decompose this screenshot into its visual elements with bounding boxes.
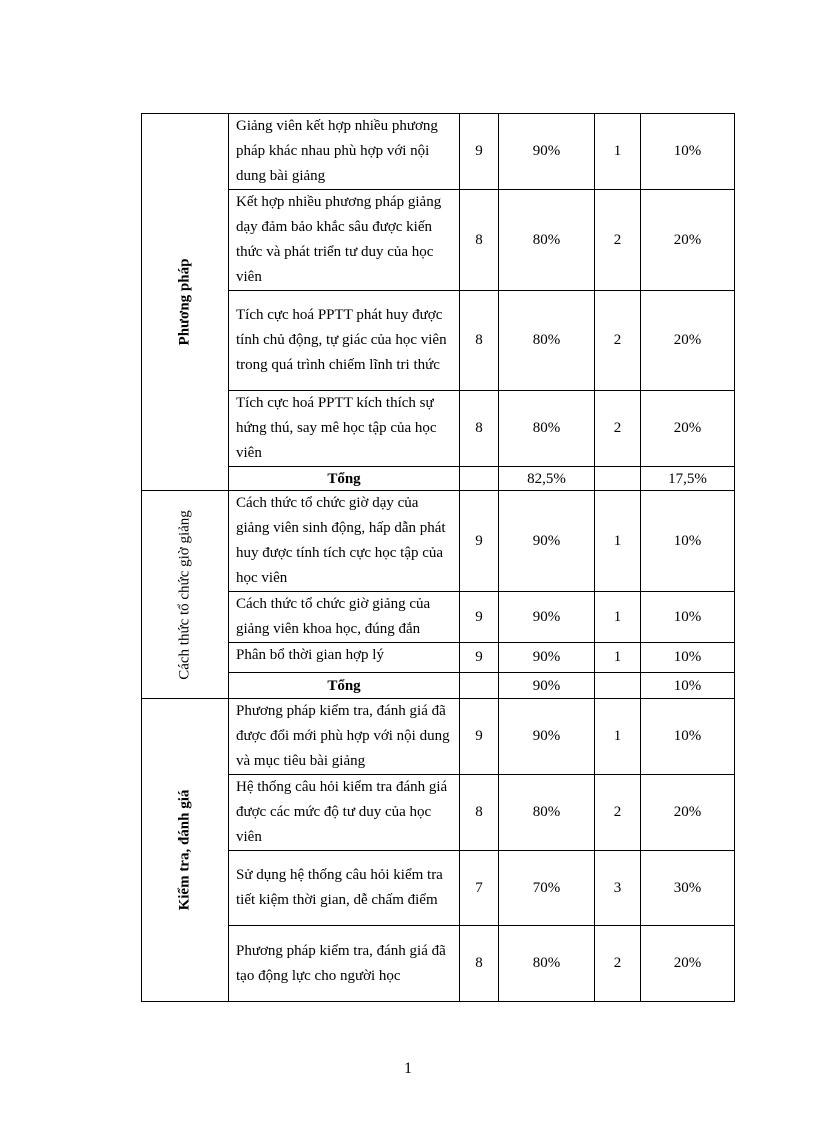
- count-disagree: 2: [595, 291, 641, 391]
- total-row: [142, 467, 735, 491]
- count-agree: 7: [460, 851, 499, 926]
- count-disagree: 1: [595, 643, 641, 673]
- table-row: [142, 391, 735, 467]
- count-agree: 9: [460, 491, 499, 592]
- page-number: 1: [404, 1060, 412, 1077]
- total-percent-agree: 82,5%: [499, 467, 595, 491]
- criterion-text: Phân bổ thời gian hợp lý: [229, 643, 460, 673]
- table-row: [142, 851, 735, 926]
- table-row: [142, 926, 735, 1002]
- percent-agree: 80%: [499, 775, 595, 851]
- percent-agree: 90%: [499, 114, 595, 190]
- count-agree: 8: [460, 190, 499, 291]
- table-row: [142, 699, 735, 775]
- table-row: [142, 775, 735, 851]
- total-count-empty: [460, 467, 499, 491]
- count-disagree: 2: [595, 391, 641, 467]
- percent-disagree: 20%: [641, 926, 735, 1002]
- percent-disagree: 10%: [641, 592, 735, 643]
- count-disagree: 1: [595, 491, 641, 592]
- percent-agree: 80%: [499, 926, 595, 1002]
- criterion-text: Sử dụng hệ thống câu hỏi kiểm tra tiết kiệm thời gian, dễ chấm điểm: [229, 851, 460, 926]
- criterion-text: Tích cực hoá PPTT kích thích sự hứng thú, say mê học tập của học viên: [229, 391, 460, 467]
- group-cell-assessment: [142, 699, 229, 1002]
- count-agree: 8: [460, 391, 499, 467]
- table-row: [142, 114, 735, 190]
- criterion-text: Tích cực hoá PPTT phát huy được tính chủ động, tự giác của học viên trong quá trình chiếm lĩnh tri thức: [229, 291, 460, 391]
- percent-agree: 90%: [499, 491, 595, 592]
- criterion-text: Cách thức tổ chức giờ giảng của giảng viên khoa học, đúng đắn: [229, 592, 460, 643]
- table-row: [142, 291, 735, 391]
- count-agree: 9: [460, 699, 499, 775]
- total-label: Tổng: [229, 467, 460, 491]
- percent-agree: 90%: [499, 699, 595, 775]
- percent-disagree: 10%: [641, 699, 735, 775]
- percent-disagree: 10%: [641, 491, 735, 592]
- percent-disagree: 30%: [641, 851, 735, 926]
- criterion-text: Giảng viên kết hợp nhiều phương pháp khác nhau phù hợp với nội dung bài giảng: [229, 114, 460, 190]
- percent-agree: 80%: [499, 391, 595, 467]
- total-count-empty: [595, 467, 641, 491]
- total-count-empty: [460, 673, 499, 699]
- percent-disagree: 20%: [641, 775, 735, 851]
- group-cell-method: [142, 114, 229, 491]
- count-agree: 9: [460, 114, 499, 190]
- count-agree: 8: [460, 775, 499, 851]
- total-row: [142, 673, 735, 699]
- percent-agree: 70%: [499, 851, 595, 926]
- total-percent-agree: 90%: [499, 673, 595, 699]
- criterion-text: Cách thức tổ chức giờ dạy của giảng viên sinh động, hấp dẫn phát huy được tính tích cực học tập của học viên: [229, 491, 460, 592]
- percent-disagree: 20%: [641, 391, 735, 467]
- evaluation-table: [141, 113, 735, 1002]
- total-label: Tổng: [229, 673, 460, 699]
- count-agree: 9: [460, 592, 499, 643]
- percent-disagree: 10%: [641, 114, 735, 190]
- percent-disagree: 10%: [641, 643, 735, 673]
- criterion-text: Phương pháp kiểm tra, đánh giá đã tạo động lực cho người học: [229, 926, 460, 1002]
- percent-agree: 80%: [499, 190, 595, 291]
- count-disagree: 3: [595, 851, 641, 926]
- percent-disagree: 20%: [641, 291, 735, 391]
- table-row: [142, 190, 735, 291]
- group-label-organization: Cách thức tổ chức giờ giảng: [176, 509, 193, 680]
- percent-agree: 80%: [499, 291, 595, 391]
- group-label-method: Phương pháp: [176, 258, 193, 346]
- count-disagree: 2: [595, 926, 641, 1002]
- criterion-text: Phương pháp kiểm tra, đánh giá đã được đổi mới phù hợp với nội dung và mục tiêu bài giảng: [229, 699, 460, 775]
- count-agree: 9: [460, 643, 499, 673]
- table-row: [142, 643, 735, 673]
- table-row: [142, 592, 735, 643]
- count-agree: 8: [460, 926, 499, 1002]
- table-row: [142, 491, 735, 592]
- count-disagree: 1: [595, 114, 641, 190]
- criterion-text: Kết hợp nhiều phương pháp giảng dạy đảm bảo khắc sâu được kiến thức và phát triển tư duy của học viên: [229, 190, 460, 291]
- total-percent-disagree: 10%: [641, 673, 735, 699]
- count-disagree: 2: [595, 190, 641, 291]
- total-percent-disagree: 17,5%: [641, 467, 735, 491]
- count-disagree: 2: [595, 775, 641, 851]
- count-agree: 8: [460, 291, 499, 391]
- criterion-text: Hệ thống câu hỏi kiểm tra đánh giá được các mức độ tư duy của học viên: [229, 775, 460, 851]
- group-label-assessment: Kiểm tra, đánh giá: [176, 789, 193, 911]
- count-disagree: 1: [595, 592, 641, 643]
- percent-disagree: 20%: [641, 190, 735, 291]
- group-cell-organization: [142, 491, 229, 699]
- count-disagree: 1: [595, 699, 641, 775]
- percent-agree: 90%: [499, 643, 595, 673]
- total-count-empty: [595, 673, 641, 699]
- percent-agree: 90%: [499, 592, 595, 643]
